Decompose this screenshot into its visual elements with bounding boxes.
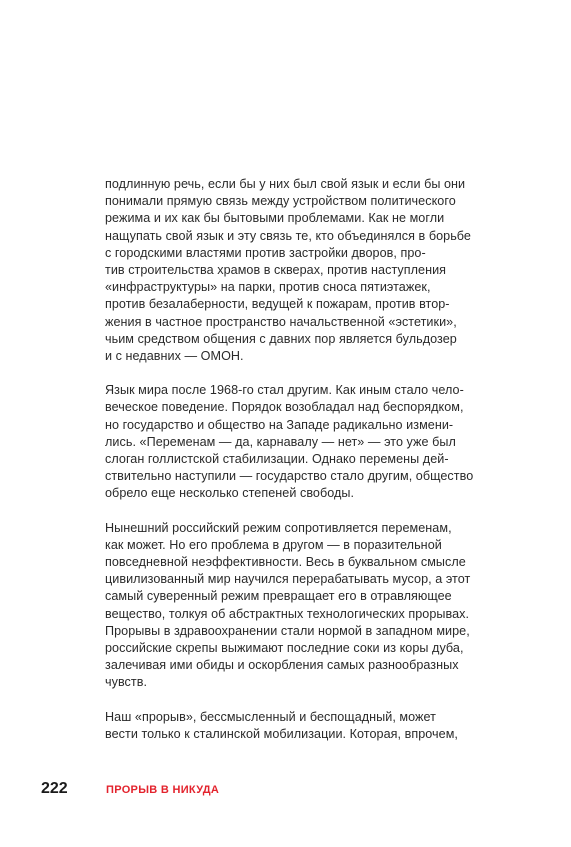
- text-line: Наш «прорыв», бессмысленный и беспощадный, может: [105, 709, 436, 724]
- paragraph-2: [105, 382, 535, 502]
- text-line: но государство и общество на Западе радикально измени-: [105, 417, 454, 432]
- text-line: самый суверенный режим превращает его в отравляющее: [105, 589, 452, 604]
- text-line: Нынешний российский режим сопротивляется переменам,: [105, 520, 452, 535]
- text-line: российские скрепы выжимают последние соки из коры дуба,: [105, 641, 464, 656]
- text-line: чьим средством общения с давних пор является бульдозер: [105, 331, 457, 346]
- text-line: Прорывы в здравоохранении стали нормой в западном мире,: [105, 623, 470, 638]
- text-line: против безалаберности, ведущей к пожарам, против втор-: [105, 297, 450, 312]
- page-footer: [0, 779, 571, 799]
- text-line: залечивая ими обиды и оскорбления самых разнообразных: [105, 658, 459, 673]
- text-line: режима и их как бы бытовыми проблемами. Как не могли: [105, 211, 445, 226]
- text-line: слоган голлистской стабилизации. Однако перемены дей-: [105, 452, 449, 467]
- text-line: тив строительства храмов в скверах, против наступления: [105, 263, 447, 278]
- paragraph-4: [105, 709, 535, 743]
- text-line: обрело еще несколько степеней свободы.: [105, 486, 355, 501]
- text-line: веческое поведение. Порядок возобладал над беспорядком,: [105, 400, 464, 415]
- paragraph-1: [105, 176, 535, 365]
- text-line: нащупать свой язык и эту связь те, кто объединялся в борьбе: [105, 228, 471, 243]
- text-line: жения в частное пространство начальственной «эстетики»,: [105, 314, 457, 329]
- text-line: повседневной неэффективности. Весь в буквальном смысле: [105, 555, 466, 570]
- text-line: «инфраструктуры» на парки, против сноса пятиэтажек,: [105, 280, 431, 295]
- text-line: цивилизованный мир научился перерабатывать мусор, а этот: [105, 572, 471, 587]
- text-line: подлинную речь, если бы у них был свой язык и если бы они: [105, 177, 466, 191]
- text-line: ствительно наступили — государство стало другим, общество: [105, 469, 474, 484]
- text-line: как может. Но его проблема в другом — в поразительной: [105, 537, 442, 552]
- body-text: [105, 176, 535, 760]
- text-line: вести только к сталинской мобилизации. Которая, впрочем,: [105, 726, 458, 741]
- running-title: ПРОРЫВ В НИКУДА: [106, 784, 220, 796]
- text-line: понимали прямую связь между устройством политического: [105, 194, 456, 209]
- text-line: лись. «Переменам — да, карнавалу — нет» — это уже был: [105, 434, 456, 449]
- page-number: 222: [41, 780, 68, 797]
- text-line: Язык мира после 1968-го стал другим. Как иным стало чело-: [105, 383, 464, 398]
- text-line: вещество, толкуя об абстрактных технологических прорывах.: [105, 606, 470, 621]
- text-line: с городскими властями против застройки дворов, про-: [105, 245, 426, 260]
- text-line: и с недавних — ОМОН.: [105, 349, 244, 364]
- paragraph-3: [105, 520, 535, 692]
- text-line: чувств.: [105, 675, 148, 690]
